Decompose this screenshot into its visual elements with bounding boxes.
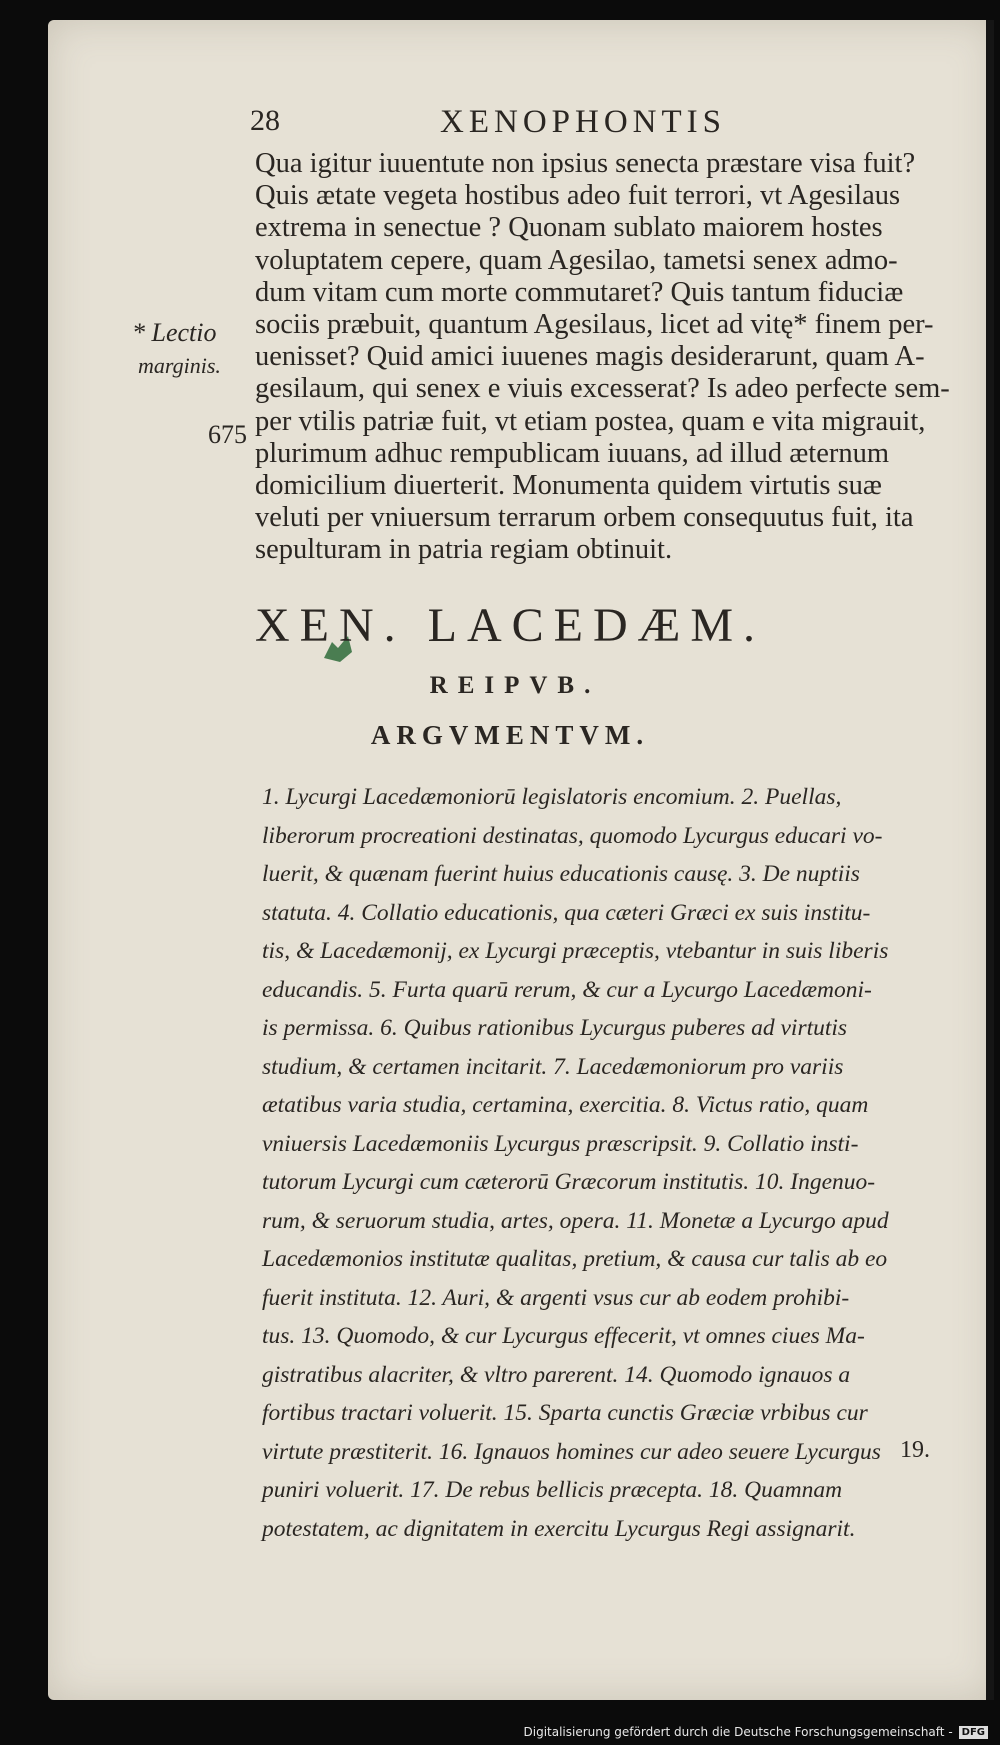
argument-line: studium, & certamen incitarit. 7. Lacedæmoniorum pro variis [262, 1053, 844, 1080]
argument-line: fuerit instituta. 12. Auri, & argenti vsus cur ab eodem prohibi- [262, 1284, 850, 1311]
argument-line: virtute præstiterit. 16. Ignauos homines cur adeo seuere Lycurgus [262, 1438, 881, 1465]
section-subtitle: REIPVB. [429, 672, 601, 699]
margin-note-lectio: * Lectio [132, 318, 217, 347]
digitization-footer [524, 1725, 989, 1739]
argument-text-block [262, 778, 942, 1548]
argument-line: tis, & Lacedæmonij, ex Lycurgi præceptis, vtebantur in suis liberis [262, 938, 889, 964]
argument-line: educandis. 5. Furta quarū rerum, & cur a Lycurgo Lacedæmoni- [262, 976, 872, 1003]
section-title: XEN. LACEDÆM. [255, 599, 765, 652]
argument-heading: ARGVMENTVM. [370, 720, 650, 750]
page-edge [986, 20, 994, 1700]
text-line: sociis præbuit, quantum Agesilaus, licet ad vitę* finem per- [255, 309, 934, 341]
text-line: voluptatem cepere, quam Agesilao, tametsi senex admo- [255, 244, 898, 276]
catchword: 19. [900, 1437, 930, 1463]
text-line: dum vitam cum morte commutaret? Quis tantum fiduciæ [255, 276, 904, 308]
text-line: veluti per vniuersum terrarum orbem consequutus fuit, ita [255, 502, 914, 534]
text-line: sepulturam in patria regiam obtinuit. [255, 534, 673, 566]
dfg-logo: DFG [959, 1726, 988, 1739]
text-line: gesilaum, qui senex e viuis excesserat? Is adeo perfecte sem- [255, 373, 950, 405]
text-line: Qua igitur iuuentute non ipsius senecta præstare visa fuit? [255, 148, 916, 179]
argument-line: Lacedæmonios institutæ qualitas, pretium, & causa cur talis ab eo [262, 1246, 888, 1272]
argument-line: tutorum Lycurgi cum cæterorū Græcorum institutis. 10. Ingenuo- [262, 1169, 876, 1195]
argument-line: puniri voluerit. 17. De rebus bellicis præcepta. 18. Quamnam [262, 1477, 843, 1503]
argument-line: tus. 13. Quomodo, & cur Lycurgus effecerit, vt omnes ciues Ma- [262, 1323, 865, 1349]
text-line: per vtilis patriæ fuit, vt etiam postea, quam e vita migrauit, [255, 405, 926, 437]
argument-line: ætatibus varia studia, certamina, exercitia. 8. Victus ratio, quam [262, 1092, 869, 1118]
argument-line: liberorum procreationi destinatas, quomodo Lycurgus educari vo- [262, 822, 883, 849]
text-line: plurimum adhuc rempublicam iuuans, ad illud æternum [255, 437, 889, 469]
margin-line-number: 675 [208, 420, 247, 449]
running-header [250, 104, 950, 144]
text-line: uenisset? Quid amici iuuenes magis desiderarunt, quam A- [255, 341, 925, 373]
margin-note-marginis: marginis. [138, 353, 221, 378]
page-number: 28 [250, 104, 280, 137]
main-text-block [255, 148, 950, 567]
running-title: XENOPHONTIS [440, 104, 726, 140]
argument-line: fortibus tractari voluerit. 15. Sparta cunctis Græciæ vrbibus cur [262, 1400, 868, 1426]
argument-line: potestatem, ac dignitatem in exercitu Lycurgus Regi assignarit. [262, 1515, 856, 1542]
argument-line: luerit, & quænam fuerint huius educationis causę. 3. De nuptiis [262, 861, 860, 887]
argument-line: vniuersis Lacedæmoniis Lycurgus præscripsit. 9. Collatio insti- [262, 1130, 859, 1157]
text-line: Quis ætate vegeta hostibus adeo fuit terrori, vt Agesilaus [255, 180, 901, 212]
text-line: extrema in senectue ? Quonam sublato maiorem hostes [255, 212, 883, 244]
footer-text: Digitalisierung gefördert durch die Deutsche Forschungsgemeinschaft - [523, 1725, 953, 1739]
argument-line: 1. Lycurgi Lacedæmoniorū legislatoris encomium. 2. Puellas, [262, 784, 842, 810]
argument-line: gistratibus alacriter, & vltro parerent. 14. Quomodo ignauos a [262, 1361, 851, 1388]
argument-line: rum, & seruorum studia, artes, opera. 11. Monetæ a Lycurgo apud [262, 1207, 889, 1234]
argument-line: is permissa. 6. Quibus rationibus Lycurgus puberes ad virtutis [262, 1015, 848, 1041]
text-line: domicilium diuerterit. Monumenta quidem virtutis suæ [255, 470, 882, 502]
argument-line: statuta. 4. Collatio educationis, qua cæteri Græci ex suis institu- [262, 899, 871, 926]
